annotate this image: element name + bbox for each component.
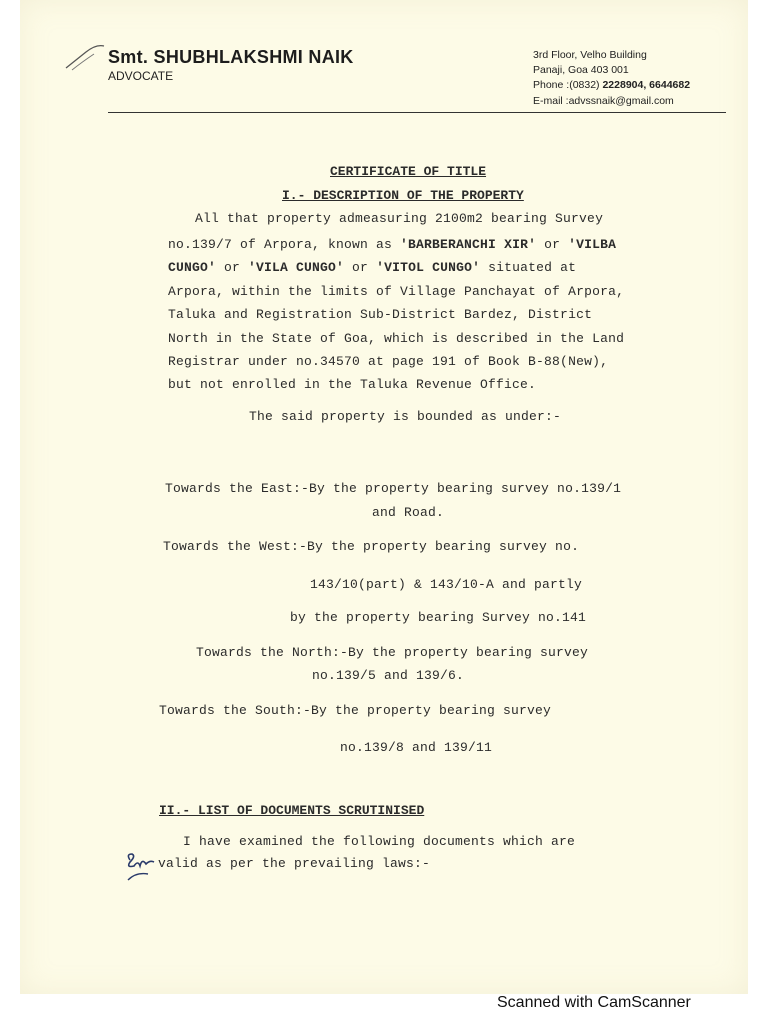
handwritten-initials-icon [124, 850, 158, 888]
phone-numbers: 2228904, 6644682 [602, 79, 691, 91]
boundary-south-2: no.139/8 and 139/11 [340, 740, 493, 755]
advocate-name: Smt. SHUBHLAKSHMI NAIK [108, 47, 354, 67]
boundary-east-1: Towards the East:-By the property bearing survey no.139/1 [165, 481, 622, 496]
address-line-1: 3rd Floor, Velho Building [533, 49, 647, 61]
para2-line-1: I have examined the following documents which are [183, 834, 576, 849]
para1-text: or [536, 237, 569, 252]
property-name-2a: 'VILBA [568, 237, 617, 252]
para1-text: or [344, 260, 377, 275]
scanned-page [20, 0, 748, 994]
section-2-heading: II.- LIST OF DOCUMENTS SCRUTINISED [159, 803, 425, 818]
para1-line-2 [168, 237, 616, 252]
certificate-heading: CERTIFICATE OF TITLE [330, 164, 487, 179]
para1-line-7: Registrar under no.34570 at page 191 of Book B-88(New), [168, 354, 609, 369]
para1-line-3 [168, 260, 576, 275]
para1-text: situated at [480, 260, 577, 275]
property-name-4: 'VITOL CUNGO' [376, 260, 481, 275]
boundary-north-2: no.139/5 and 139/6. [312, 668, 465, 683]
boundary-west-1: Towards the West:-By the property bearing survey no. [163, 539, 580, 554]
property-name-1: 'BARBERANCHI XIR' [400, 237, 537, 252]
para1-line-1: All that property admeasuring 2100m2 bearing Survey [195, 211, 604, 226]
para1-line-5: Taluka and Registration Sub-District Bardez, District [168, 307, 593, 322]
boundary-south-1: Towards the South:-By the property bearing survey [159, 703, 552, 718]
property-name-3: 'VILA CUNGO' [248, 260, 345, 275]
section-1-heading: I.- DESCRIPTION OF THE PROPERTY [282, 188, 524, 203]
para2-line-2: valid as per the prevailing laws:- [158, 856, 431, 871]
phone-line [533, 79, 690, 91]
para1-line-4: Arpora, within the limits of Village Panchayat of Arpora, [168, 284, 625, 299]
boundary-north-1: Towards the North:-By the property bearing survey [196, 645, 589, 660]
boundary-west-2: 143/10(part) & 143/10-A and partly [310, 577, 583, 592]
email-line: E-mail :advssnaik@gmail.com [533, 95, 674, 107]
property-name-2b: CUNGO' [168, 260, 217, 275]
bounded-intro: The said property is bounded as under:- [249, 409, 562, 424]
para1-text: no.139/7 of Arpora, known as [168, 237, 401, 252]
para1-line-8: but not enrolled in the Taluka Revenue Office. [168, 377, 537, 392]
boundary-east-2: and Road. [372, 505, 445, 520]
advocate-title: ADVOCATE [108, 69, 174, 83]
para1-line-6: North in the State of Goa, which is described in the Land [168, 331, 625, 346]
para1-text: or [216, 260, 249, 275]
scanner-watermark: Scanned with CamScanner [497, 994, 691, 1011]
letterhead-divider [108, 112, 726, 113]
address-line-2: Panaji, Goa 403 001 [533, 64, 629, 76]
boundary-west-3: by the property bearing Survey no.141 [290, 610, 587, 625]
pen-stroke-icon [64, 44, 108, 72]
phone-label: Phone :(0832) [533, 79, 603, 91]
